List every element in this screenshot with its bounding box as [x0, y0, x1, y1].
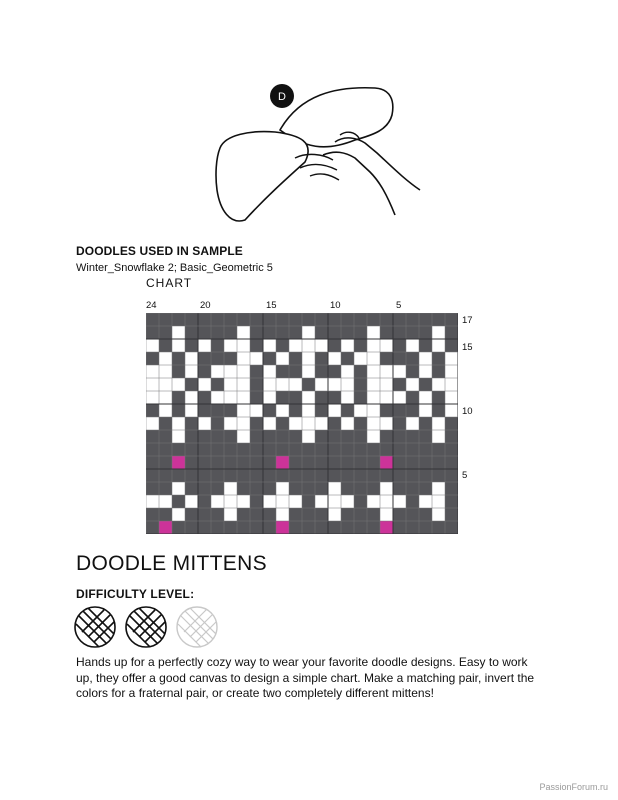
- chart-cell-white: [185, 495, 198, 508]
- chart-cell-white: [419, 404, 432, 417]
- chart-label: CHART: [146, 276, 193, 290]
- chart-cell-white: [289, 417, 302, 430]
- chart-cell-white: [445, 352, 458, 365]
- hands-folding-fabric-illustration: [205, 80, 425, 230]
- chart-cell-white: [302, 326, 315, 339]
- chart-cell-white: [172, 326, 185, 339]
- chart-cell-white: [211, 495, 224, 508]
- chart-cell-white: [237, 430, 250, 443]
- chart-cell-white: [432, 339, 445, 352]
- chart-cell-white: [211, 391, 224, 404]
- pattern-title: DOODLE MITTENS: [76, 552, 267, 575]
- chart-cell-white: [159, 365, 172, 378]
- chart-cell-white: [367, 365, 380, 378]
- chart-cell-white: [146, 417, 159, 430]
- chart-cell-white: [302, 430, 315, 443]
- column-number: 24: [146, 300, 157, 311]
- chart-cell-white: [432, 495, 445, 508]
- chart-cell-white: [315, 339, 328, 352]
- chart-cell-white: [380, 482, 393, 495]
- chart-cell-white: [237, 339, 250, 352]
- step-badge: D: [278, 91, 286, 103]
- chart-cell-white: [224, 378, 237, 391]
- chart-cell-white: [172, 378, 185, 391]
- chart-cell-white: [341, 495, 354, 508]
- chart-cell-white: [302, 404, 315, 417]
- chart-cell-white: [172, 339, 185, 352]
- knitting-chart: [146, 313, 458, 534]
- chart-cell-white: [380, 391, 393, 404]
- chart-cell-white: [419, 495, 432, 508]
- chart-cell-white: [328, 352, 341, 365]
- chart-cell-white: [224, 417, 237, 430]
- chart-cell-white: [393, 495, 406, 508]
- chart-cell-accent: [380, 521, 393, 534]
- column-number: 10: [330, 300, 341, 311]
- chart-cell-white: [224, 508, 237, 521]
- chart-cell-accent: [380, 456, 393, 469]
- chart-cell-white: [289, 378, 302, 391]
- chart-cell-white: [276, 495, 289, 508]
- chart-cell-white: [380, 417, 393, 430]
- chart-cell-white: [276, 352, 289, 365]
- chart-cell-white: [224, 339, 237, 352]
- chart-cell-white: [432, 430, 445, 443]
- chart-cell-white: [185, 391, 198, 404]
- chart-cell-white: [367, 378, 380, 391]
- watermark: PassionForum.ru: [539, 782, 608, 792]
- chart-cell-white: [380, 365, 393, 378]
- chart-cell-white: [146, 365, 159, 378]
- chart-cell-white: [172, 508, 185, 521]
- chart-cell-white: [185, 352, 198, 365]
- chart-cell-white: [315, 417, 328, 430]
- chart-cell-white: [432, 417, 445, 430]
- chart-cell-white: [419, 391, 432, 404]
- chart-cell-white: [185, 365, 198, 378]
- chart-cell-white: [302, 417, 315, 430]
- doodles-list: Winter_Snowflake 2; Basic_Geometric 5: [76, 262, 273, 274]
- chart-cell-white: [328, 482, 341, 495]
- chart-cell-white: [302, 339, 315, 352]
- chart-cell-white: [393, 391, 406, 404]
- chart-cell-white: [146, 339, 159, 352]
- chart-cell-accent: [172, 456, 185, 469]
- chart-cell-white: [263, 417, 276, 430]
- chart-cell-white: [224, 495, 237, 508]
- chart-cell-white: [198, 417, 211, 430]
- chart-cell-white: [159, 352, 172, 365]
- yarn-ball-icon: [75, 607, 116, 648]
- chart-cell-white: [367, 430, 380, 443]
- chart-cell-white: [224, 365, 237, 378]
- chart-cell-white: [328, 495, 341, 508]
- chart-cell-white: [367, 326, 380, 339]
- chart-cell-white: [276, 482, 289, 495]
- chart-cell-white: [263, 495, 276, 508]
- chart-cell-white: [380, 339, 393, 352]
- yarn-ball-icon: [126, 607, 167, 648]
- chart-cell-white: [419, 352, 432, 365]
- chart-cell-white: [237, 326, 250, 339]
- chart-cell-white: [445, 404, 458, 417]
- chart-cell-white: [185, 404, 198, 417]
- chart-cell-white: [341, 417, 354, 430]
- chart-cell-white: [211, 365, 224, 378]
- chart-cell-accent: [276, 456, 289, 469]
- difficulty-rating: [74, 606, 224, 648]
- chart-cell-white: [302, 365, 315, 378]
- chart-cell-white: [341, 365, 354, 378]
- chart-cell-accent: [159, 521, 172, 534]
- column-number: 5: [396, 300, 402, 311]
- chart-cell-white: [432, 378, 445, 391]
- row-number: 17: [462, 315, 473, 326]
- chart-cell-white: [263, 339, 276, 352]
- chart-cell-white: [289, 339, 302, 352]
- chart-cell-white: [159, 404, 172, 417]
- chart-cell-white: [354, 404, 367, 417]
- chart-cell-white: [367, 352, 380, 365]
- chart-cell-white: [263, 391, 276, 404]
- chart-cell-white: [237, 365, 250, 378]
- chart-cell-white: [237, 378, 250, 391]
- chart-cell-white: [224, 391, 237, 404]
- chart-cell-white: [354, 352, 367, 365]
- column-number: 15: [266, 300, 277, 311]
- chart-cell-white: [432, 508, 445, 521]
- chart-cell-white: [237, 352, 250, 365]
- chart-cell-white: [263, 378, 276, 391]
- chart-cell-white: [432, 326, 445, 339]
- chart-cell-accent: [276, 521, 289, 534]
- chart-cell-white: [328, 378, 341, 391]
- yarn-ball-icon-light: [177, 607, 218, 648]
- chart-cell-white: [289, 495, 302, 508]
- row-number: 10: [462, 406, 473, 417]
- chart-cell-white: [159, 495, 172, 508]
- chart-cell-white: [172, 417, 185, 430]
- column-number: 20: [200, 300, 211, 311]
- chart-cell-white: [276, 508, 289, 521]
- difficulty-heading: DIFFICULTY LEVEL:: [76, 587, 195, 601]
- chart-cell-white: [302, 352, 315, 365]
- chart-cell-white: [146, 378, 159, 391]
- chart-cell-white: [237, 391, 250, 404]
- chart-cell-white: [341, 391, 354, 404]
- chart-cell-white: [276, 404, 289, 417]
- chart-cell-white: [367, 339, 380, 352]
- chart-cell-white: [172, 430, 185, 443]
- chart-cell-white: [445, 378, 458, 391]
- chart-cell-white: [419, 365, 432, 378]
- doodles-heading: DOODLES USED IN SAMPLE: [76, 244, 243, 258]
- chart-cell-white: [302, 391, 315, 404]
- row-number: 15: [462, 342, 473, 353]
- chart-cell-white: [159, 391, 172, 404]
- chart-cell-white: [146, 495, 159, 508]
- chart-cell-white: [237, 404, 250, 417]
- chart-cell-white: [380, 378, 393, 391]
- chart-cell-white: [341, 339, 354, 352]
- chart-cell-white: [250, 352, 263, 365]
- chart-cell-white: [198, 378, 211, 391]
- chart-cell-white: [172, 482, 185, 495]
- chart-cell-white: [328, 508, 341, 521]
- chart-cell-white: [250, 404, 263, 417]
- chart-cell-white: [367, 495, 380, 508]
- chart-cell-white: [198, 339, 211, 352]
- chart-cell-white: [159, 378, 172, 391]
- chart-cell-white: [367, 404, 380, 417]
- chart-cell-white: [406, 378, 419, 391]
- chart-cell-white: [445, 365, 458, 378]
- chart-cell-white: [367, 391, 380, 404]
- chart-cell-white: [328, 404, 341, 417]
- chart-cell-white: [380, 495, 393, 508]
- chart-cell-white: [237, 495, 250, 508]
- pattern-description: Hands up for a perfectly cozy way to wear your favorite doodle designs. Easy to work up, they offer a good canvas to design a simple chart. Make a matching pair, invert the colors for a fraternal pair, or create two completely different mittens!: [76, 655, 535, 700]
- chart-cell-white: [237, 417, 250, 430]
- chart-cell-white: [276, 378, 289, 391]
- row-number: 5: [462, 470, 468, 481]
- chart-cell-white: [406, 417, 419, 430]
- chart-cell-white: [432, 482, 445, 495]
- chart-cell-white: [380, 508, 393, 521]
- chart-cell-white: [263, 365, 276, 378]
- chart-cell-white: [146, 391, 159, 404]
- chart-cell-white: [341, 378, 354, 391]
- chart-cell-white: [406, 339, 419, 352]
- chart-cell-white: [315, 378, 328, 391]
- chart-cell-white: [393, 365, 406, 378]
- chart-cell-white: [445, 391, 458, 404]
- chart-cell-white: [367, 417, 380, 430]
- chart-cell-white: [224, 482, 237, 495]
- chart-cell-white: [315, 495, 328, 508]
